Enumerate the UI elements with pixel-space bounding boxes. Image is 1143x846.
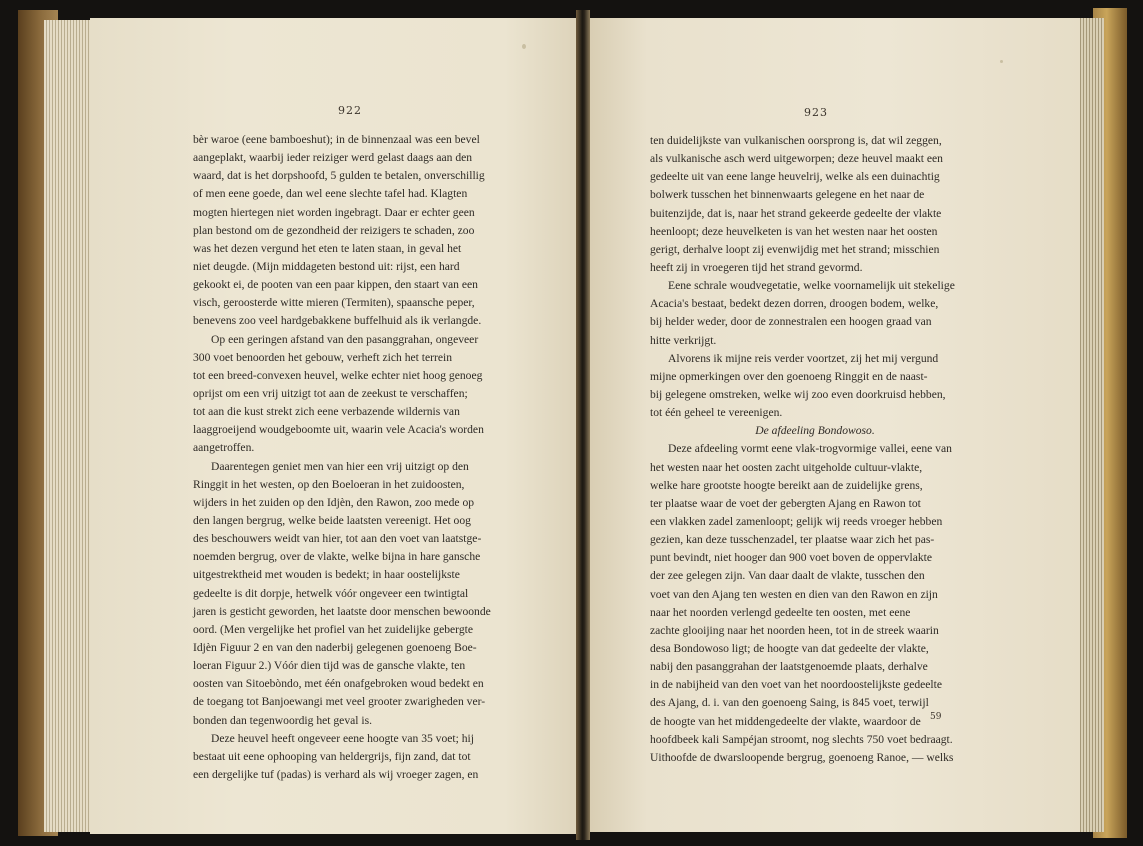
text-line: Uithoofde de dwarsloopende bergrug, goenoeng Ranoe, — welks [650, 750, 954, 764]
text-line: zachte glooijing naar het noorden heen, tot in de streek waarin [650, 623, 939, 637]
text-line: oosten van Sitoebòndo, met één onafgebroken woud bedekt en [193, 677, 484, 691]
text-line: gedeelte is dit dorpje, hetwelk vóór ongeveer een twintigtal [193, 586, 469, 600]
text-line: Op een geringen afstand van den pasanggrahan, ongeveer [211, 332, 479, 346]
text-line: het westen naar het oosten zacht uitgeholde cultuur-vlakte, [650, 460, 923, 474]
text-line: gezien, kan deze tusschenzadel, ter plaatse waar zich het pas- [650, 533, 935, 547]
text-line: Deze afdeeling vormt eene vlak-trogvormige vallei, eene van [668, 442, 952, 456]
text-line: wijders in het zuiden op den Idjèn, den Rawon, zoo mede op [193, 495, 475, 509]
text-line: visch, geroosterde witte mieren (Termiten), spaansche peper, [193, 296, 475, 310]
section-heading: De afdeeling Bondowoso. [755, 424, 875, 438]
text-line: een dergelijke tuf (padas) is verhard als wij vroeger zagen, en [193, 767, 479, 781]
text-line: noemden bergrug, over de vlakte, welke bijna in hare gansche [193, 550, 481, 564]
text-line: was het dezen vergund het eten te laten staan, in geval het [193, 241, 462, 255]
text-line: welke hare grootste hoogte bereikt aan de zuidelijke grens, [650, 478, 923, 492]
text-line: punt bevindt, niet hooger dan 900 voet boven de oppervlakte [650, 551, 933, 565]
text-line: voet van den Ajang ten westen en dien van den Rawon en zijn [650, 587, 938, 601]
text-line: desa Bondowoso ligt; de hoogte van dat gedeelte der vlakte, [650, 641, 929, 655]
text-line: Acacia's bestaat, bedekt dezen dorren, droogen bodem, welke, [650, 297, 939, 311]
text-line: uitgestrektheid met wouden is bedekt; in haar oostelijkste [193, 568, 460, 582]
text-line: niet deugde. (Mijn middageten bestond uit: rijst, een hard [193, 259, 460, 273]
text-line: of men eene goede, dan wel eene slechte tafel had. Klagten [193, 187, 468, 201]
text-line: heenloopt; deze heuvelketen is van het westen naar het oosten [650, 224, 938, 238]
text-line: bij helder weder, door de zonnestralen een hoogen graad van [650, 315, 932, 329]
text-line: den langen bergrug, welke beide laatsten vereenigt. Het oog [193, 513, 471, 527]
left-page-edges [44, 20, 92, 832]
text-line: Daarentegen geniet men van hier een vrij uitzigt op den [211, 459, 469, 473]
text-line: des Ajang, d. i. van den goenoeng Saing, is 845 voet, terwijl [650, 696, 929, 710]
book-gutter [576, 10, 590, 840]
right-page-edges [1078, 18, 1104, 832]
text-line: aangeplakt, waarbij ieder reiziger werd gelast daags aan den [193, 151, 473, 165]
text-line: mijne opmerkingen over den goenoeng Ringgit en de naast- [650, 369, 928, 383]
text-line: bèr waroe (eene bamboeshut); in de binnenzaal was een bevel [193, 133, 480, 146]
text-line: bij gelegene omstreken, welke wij zoo even doorkruisd hebben, [650, 387, 946, 401]
text-line: aangetroffen. [193, 441, 255, 455]
text-line: nabij den pasanggrahan der laatstgenoemde plaats, derhalve [650, 660, 928, 674]
text-line: Alvorens ik mijne reis verder voortzet, zij het mij vergund [668, 351, 939, 365]
paper-spot [1000, 60, 1003, 63]
text-line: bestaat uit eene ophooping van heldergrijs, fijn zand, dat tot [193, 749, 471, 763]
text-line: heeft zij in vroegeren tijd het strand gevormd. [650, 260, 863, 274]
text-line: 300 voet benoorden het gebouw, verheft zich het terrein [193, 350, 453, 364]
text-line: bonden dan tegenwoordig het geval is. [193, 713, 373, 727]
text-line: oprijst om een vrij uitzigt tot aan de zeekust te verschaffen; [193, 386, 468, 400]
text-line: ter plaatse waar de voet der gebergten Ajang en Rawon tot [650, 496, 921, 510]
text-line: hoofdbeek kali Sampéjan stroomt, nog slechts 750 voet bedraagt. [650, 732, 953, 746]
text-line: tot één geheel te vereenigen. [650, 406, 783, 420]
signature-mark: 59 [930, 712, 942, 722]
text-line: de toegang tot Banjoewangi met veel grooter zwarigheden ver- [193, 695, 486, 709]
text-line: gedeelte uit van eene lange heuvelrij, welke als een duinachtig [650, 170, 940, 184]
text-line: mogten hiertegen niet worden ingebragt. Daar er echter geen [193, 205, 475, 219]
text-line: de hoogte van het middengedeelte der vlakte, waardoor de [650, 714, 921, 728]
text-line: Deze heuvel heeft ongeveer eene hoogte van 35 voet; hij [211, 731, 474, 745]
left-page-text [193, 131, 515, 784]
right-page-text [650, 132, 980, 767]
text-line: Idjèn Figuur 2 en van den naderbij gelegenen goenoeng Boe- [193, 640, 477, 654]
text-line: buitenzijde, dat is, naar het strand gekeerde gedeelte der vlakte [650, 206, 942, 220]
text-line: bolwerk tusschen het binnenwaarts gelegene en het naar de [650, 188, 925, 202]
text-line: hitte verkrijgt. [650, 333, 717, 347]
text-line: tot een breed-convexen heuvel, welke echter niet hoog genoeg [193, 368, 483, 382]
text-line: Ringgit in het westen, op den Boeloeran in het zuidoosten, [193, 477, 465, 491]
text-line: waard, dat is het dorpshoofd, 5 gulden te betalen, onverschillig [193, 169, 485, 183]
paper-spot [522, 44, 526, 49]
text-line: plan bestond om de gezondheid der reizigers te schaden, zoo [193, 223, 475, 237]
text-line: des beschouwers weidt van hier, tot aan den voet van laatstge- [193, 532, 482, 546]
text-line: benevens zoo veel hardgebakkene buffelhuid als ik verlangde. [193, 314, 482, 328]
text-line: laaggroeijend woudgeboomte uit, waarin vele Acacia's worden [193, 423, 484, 437]
text-line: oord. (Men vergelijke het profiel van het zuidelijke gebergte [193, 622, 473, 636]
text-line: der zee gelegen zijn. Van daar daalt de vlakte, tusschen den [650, 569, 925, 583]
text-line: gekookt ei, de pooten van een paar kippen, den staart van een [193, 278, 478, 292]
text-line: tot aan die kust strekt zich eene verbazende wildernis van [193, 405, 460, 419]
text-line: ten duidelijkste van vulkanischen oorsprong is, dat wil zeggen, [650, 134, 942, 147]
text-line: gerigt, derhalve loopt zij evenwijdig met het strand; misschien [650, 242, 940, 256]
text-line: een vlakken zadel zamenloopt; gelijk wij reeds vroeger hebben [650, 514, 943, 528]
text-line: Eene schrale woudvegetatie, welke voornamelijk uit stekelige [668, 279, 955, 293]
text-line: naar het noorden verlengd gedeelte ten oosten, met eene [650, 605, 911, 619]
text-line: loeran Figuur 2.) Vóór dien tijd was de gansche vlakte, ten [193, 659, 466, 673]
text-line: als vulkanische asch werd uitgeworpen; deze heuvel maakt een [650, 152, 943, 166]
right-page-number: 923 [804, 106, 828, 119]
text-line: jaren is gesticht geworden, het laatste door menschen bewoonde [193, 604, 491, 618]
text-line: in de nabijheid van den voet van het noordoostelijkste gedeelte [650, 678, 943, 692]
left-page-number: 922 [338, 104, 362, 117]
